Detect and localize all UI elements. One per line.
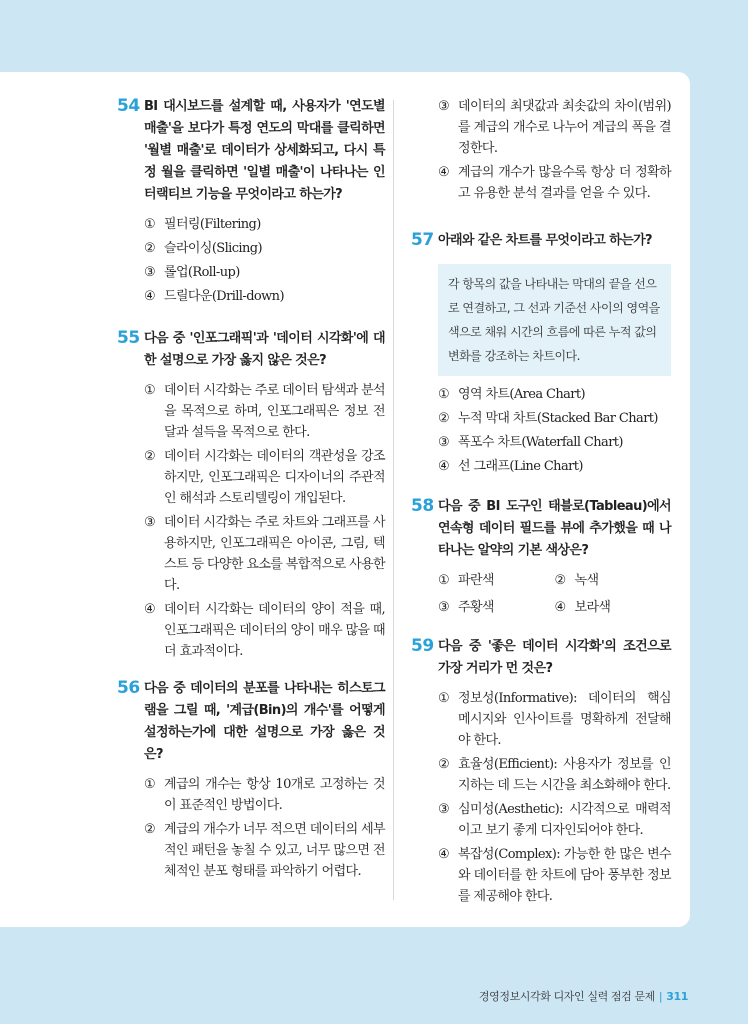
question-text: 다음 중 '인포그래픽'과 '데이터 시각화'에 대한 설명으로 가장 옳지 않은 것은? <box>144 331 385 368</box>
question-59 <box>411 636 671 910</box>
question-56-continued <box>411 96 671 207</box>
option: ① 정보성(Informative): 데이터의 핵심 메시지와 인사이트를 명확하게 전달해야 한다. <box>438 691 671 748</box>
question-text: 다음 중 '좋은 데이터 시각화'의 조건으로 가장 거리가 먼 것은? <box>438 639 671 676</box>
question-number: 55 <box>117 328 140 348</box>
option-list <box>144 214 385 307</box>
question-58 <box>411 496 671 621</box>
footer-separator: | <box>658 990 663 1003</box>
option: ③ 폭포수 차트(Waterfall Chart) <box>438 435 623 450</box>
option-list <box>438 570 671 621</box>
option: ② 데이터 시각화는 데이터의 객관성을 강조하지만, 인포그래픽은 디자이너의 주관적인 해석과 스토리텔링이 개입된다. <box>144 449 385 506</box>
footer-title: 경영정보시각화 디자인 실력 점검 문제 <box>478 990 655 1003</box>
question-54 <box>117 96 385 310</box>
option-list <box>144 774 385 882</box>
option: ③ 롤업(Roll-up) <box>144 265 240 280</box>
option: ② 녹색 <box>554 573 599 588</box>
option: ① 계급의 개수는 항상 10개로 고정하는 것이 표준적인 방법이다. <box>144 777 385 813</box>
option-list <box>438 384 671 477</box>
option: ① 영역 차트(Area Chart) <box>438 387 585 402</box>
question-text: 다음 중 BI 도구인 태블로(Tableau)에서 연속형 데이터 필드를 뷰에 추가했을 때 나타나는 알약의 기본 색상은? <box>438 499 671 558</box>
option-list <box>438 688 671 907</box>
option: ④ 데이터 시각화는 데이터의 양이 적을 때, 인포그래픽은 데이터의 양이 매우 많을 때 더 효과적이다. <box>144 602 385 659</box>
option-list <box>144 380 385 662</box>
option: ④ 드릴다운(Drill-down) <box>144 289 284 304</box>
question-number: 54 <box>117 96 140 116</box>
question-text: 다음 중 데이터의 분포를 나타내는 히스토그램을 그릴 때, '계급(Bin)의 개수'를 어떻게 설정하는가에 대한 설명으로 가장 옳은 것은? <box>144 681 385 762</box>
page-footer <box>479 988 688 1004</box>
option: ③ 데이터 시각화는 주로 차트와 그래프를 사용하지만, 인포그래픽은 아이콘, 그림, 텍스트 등 다양한 요소를 복합적으로 사용한다. <box>144 515 385 593</box>
option: ③ 주황색 <box>438 600 494 615</box>
option: ③ 심미성(Aesthetic): 시각적으로 매력적이고 보기 좋게 디자인되어야 한다. <box>438 802 671 838</box>
question-56 <box>117 678 385 885</box>
column-divider <box>393 100 394 900</box>
option: ④ 보라색 <box>554 600 611 615</box>
question-number: 56 <box>117 678 140 698</box>
option: ② 효율성(Efficient): 사용자가 정보를 인지하는 데 드는 시간을 최소화해야 한다. <box>438 757 671 793</box>
option: ① 데이터 시각화는 주로 데이터 탐색과 분석을 목적으로 하며, 인포그래픽은 정보 전달과 설득을 목적으로 한다. <box>144 383 385 440</box>
option: ① 필터링(Filtering) <box>144 217 261 232</box>
option: ④ 선 그래프(Line Chart) <box>438 459 583 474</box>
question-number: 59 <box>411 636 434 656</box>
description-box: 각 항목의 값을 나타내는 막대의 끝을 선으로 연결하고, 그 선과 기준선 사이의 영역을 색으로 채워 시간의 흐름에 따른 누적 값의 변화를 강조하는 차트이다. <box>438 264 671 376</box>
question-number: 58 <box>411 496 434 516</box>
page-number: 311 <box>666 990 688 1003</box>
option: ② 슬라이싱(Slicing) <box>144 241 262 256</box>
option: ② 누적 막대 차트(Stacked Bar Chart) <box>438 411 658 426</box>
option-list <box>438 96 671 204</box>
option: ④ 계급의 개수가 많을수록 항상 더 정확하고 유용한 분석 결과를 얻을 수 있다. <box>438 165 671 201</box>
question-57 <box>411 230 671 480</box>
option: ② 계급의 개수가 너무 적으면 데이터의 세부적인 패턴을 놓칠 수 있고, 너무 많으면 전체적인 분포 형태를 파악하기 어렵다. <box>144 822 385 879</box>
question-text: 아래와 같은 차트를 무엇이라고 하는가? <box>438 233 652 248</box>
question-55 <box>117 328 385 665</box>
option: ④ 복잡성(Complex): 가능한 한 많은 변수와 데이터를 한 차트에 담아 풍부한 정보를 제공해야 한다. <box>438 847 671 904</box>
option: ① 파란색 <box>438 573 494 588</box>
question-text: BI 대시보드를 설계할 때, 사용자가 '연도별 매출'을 보다가 특정 연도의 막대를 클릭하면 '월별 매출'로 데이터가 상세화되고, 다시 특정 월을 클릭하면 '일별 매출'이 나타나는 인터랙티브 기능을 무엇이라고 하는가? <box>144 99 385 202</box>
option: ③ 데이터의 최댓값과 최솟값의 차이(범위)를 계급의 개수로 나누어 계급의 폭을 결정한다. <box>438 99 671 156</box>
question-number: 57 <box>411 230 434 250</box>
